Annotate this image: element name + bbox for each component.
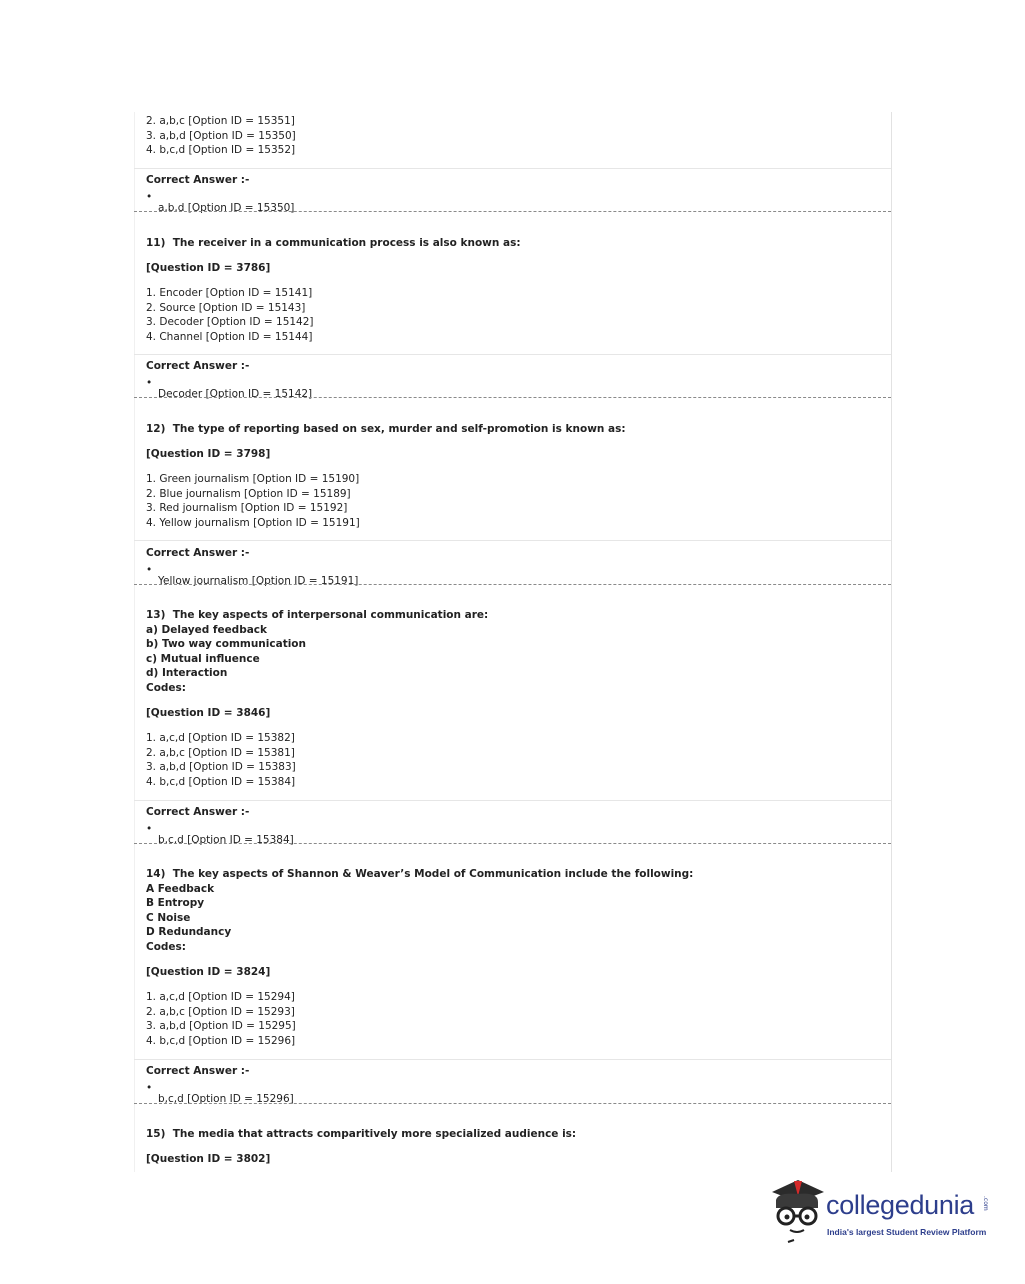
correct-answer: Yellow journalism [Option ID = 15191] — [158, 574, 359, 587]
question-item: Codes: — [146, 682, 187, 694]
question-separator — [134, 584, 891, 585]
question-id: [Question ID = 3786] — [146, 262, 271, 274]
question-item: A Feedback — [146, 883, 215, 895]
question-item: b) Two way communication — [146, 638, 306, 650]
question-id: [Question ID = 3824] — [146, 966, 271, 978]
option-line: 2. Source [Option ID = 15143] — [146, 302, 306, 314]
question-text: 13) The key aspects of interpersonal communication are: — [146, 609, 489, 621]
question-separator — [134, 1103, 891, 1104]
question-text: 12) The type of reporting based on sex, murder and self-promotion is known as: — [146, 423, 626, 435]
option-line: 2. a,b,c [Option ID = 15293] — [146, 1006, 295, 1018]
option-line: 3. Red journalism [Option ID = 15192] — [146, 502, 348, 514]
section-divider — [134, 1059, 891, 1060]
option-line: 4. b,c,d [Option ID = 15384] — [146, 776, 296, 788]
option-line: 1. Encoder [Option ID = 15141] — [146, 287, 313, 299]
correct-answer-label: Correct Answer :- — [146, 174, 250, 186]
option-line: 3. a,b,d [Option ID = 15295] — [146, 1020, 296, 1032]
question-item: D Redundancy — [146, 926, 232, 938]
correct-answer: b,c,d [Option ID = 15384] — [158, 833, 294, 846]
option-line: 1. Green journalism [Option ID = 15190] — [146, 473, 360, 485]
question-separator — [134, 843, 891, 844]
section-divider — [134, 354, 891, 355]
bullet-icon: • — [146, 823, 153, 835]
option-line: 3. a,b,d [Option ID = 15350] — [146, 130, 296, 142]
question-item: C Noise — [146, 912, 191, 924]
question-separator — [134, 397, 891, 398]
question-text: 15) The media that attracts comparitively more specialized audience is: — [146, 1128, 577, 1140]
mascot-icon — [768, 1178, 826, 1246]
option-line: 1. a,c,d [Option ID = 15382] — [146, 732, 295, 744]
bullet-icon: • — [146, 1082, 153, 1094]
option-line: 1. a,c,d [Option ID = 15294] — [146, 991, 295, 1003]
option-line: 2. a,b,c [Option ID = 15381] — [146, 747, 295, 759]
option-line: 4. Yellow journalism [Option ID = 15191] — [146, 517, 360, 529]
bullet-icon: • — [146, 377, 153, 389]
option-line: 4. b,c,d [Option ID = 15296] — [146, 1035, 296, 1047]
correct-answer-label: Correct Answer :- — [146, 806, 250, 818]
brand-tagline: India's largest Student Review Platform — [827, 1227, 987, 1237]
question-separator — [134, 211, 891, 212]
bullet-icon: • — [146, 564, 153, 576]
option-line: 3. Decoder [Option ID = 15142] — [146, 316, 314, 328]
question-text: 14) The key aspects of Shannon & Weaver’s Model of Communication include the following: — [146, 868, 694, 880]
option-line: 4. b,c,d [Option ID = 15352] — [146, 144, 296, 156]
question-item: B Entropy — [146, 897, 205, 909]
correct-answer: b,c,d [Option ID = 15296] — [158, 1092, 294, 1105]
option-line: 3. a,b,d [Option ID = 15383] — [146, 761, 296, 773]
question-id: [Question ID = 3846] — [146, 707, 271, 719]
brand-name: collegedunia — [826, 1190, 975, 1220]
question-item: a) Delayed feedback — [146, 624, 268, 636]
correct-answer-label: Correct Answer :- — [146, 360, 250, 372]
question-item: c) Mutual influence — [146, 653, 260, 665]
correct-answer-label: Correct Answer :- — [146, 1065, 250, 1077]
question-item: Codes: — [146, 941, 187, 953]
correct-answer: a,b,d [Option ID = 15350] — [158, 201, 295, 214]
option-line: 4. Channel [Option ID = 15144] — [146, 331, 313, 343]
question-id: [Question ID = 3798] — [146, 448, 271, 460]
brand-suffix: .com — [982, 1196, 989, 1211]
section-divider — [134, 540, 891, 541]
question-item: d) Interaction — [146, 667, 228, 679]
bullet-icon: • — [146, 191, 153, 203]
section-divider — [134, 800, 891, 801]
question-text: 11) The receiver in a communication process is also known as: — [146, 237, 521, 249]
question-id: [Question ID = 3802] — [146, 1153, 271, 1165]
collegedunia-logo — [768, 1178, 998, 1248]
section-divider — [134, 168, 891, 169]
correct-answer-label: Correct Answer :- — [146, 547, 250, 559]
option-line: 2. a,b,c [Option ID = 15351] — [146, 115, 295, 127]
option-line: 2. Blue journalism [Option ID = 15189] — [146, 488, 351, 500]
correct-answer: Decoder [Option ID = 15142] — [158, 387, 313, 400]
